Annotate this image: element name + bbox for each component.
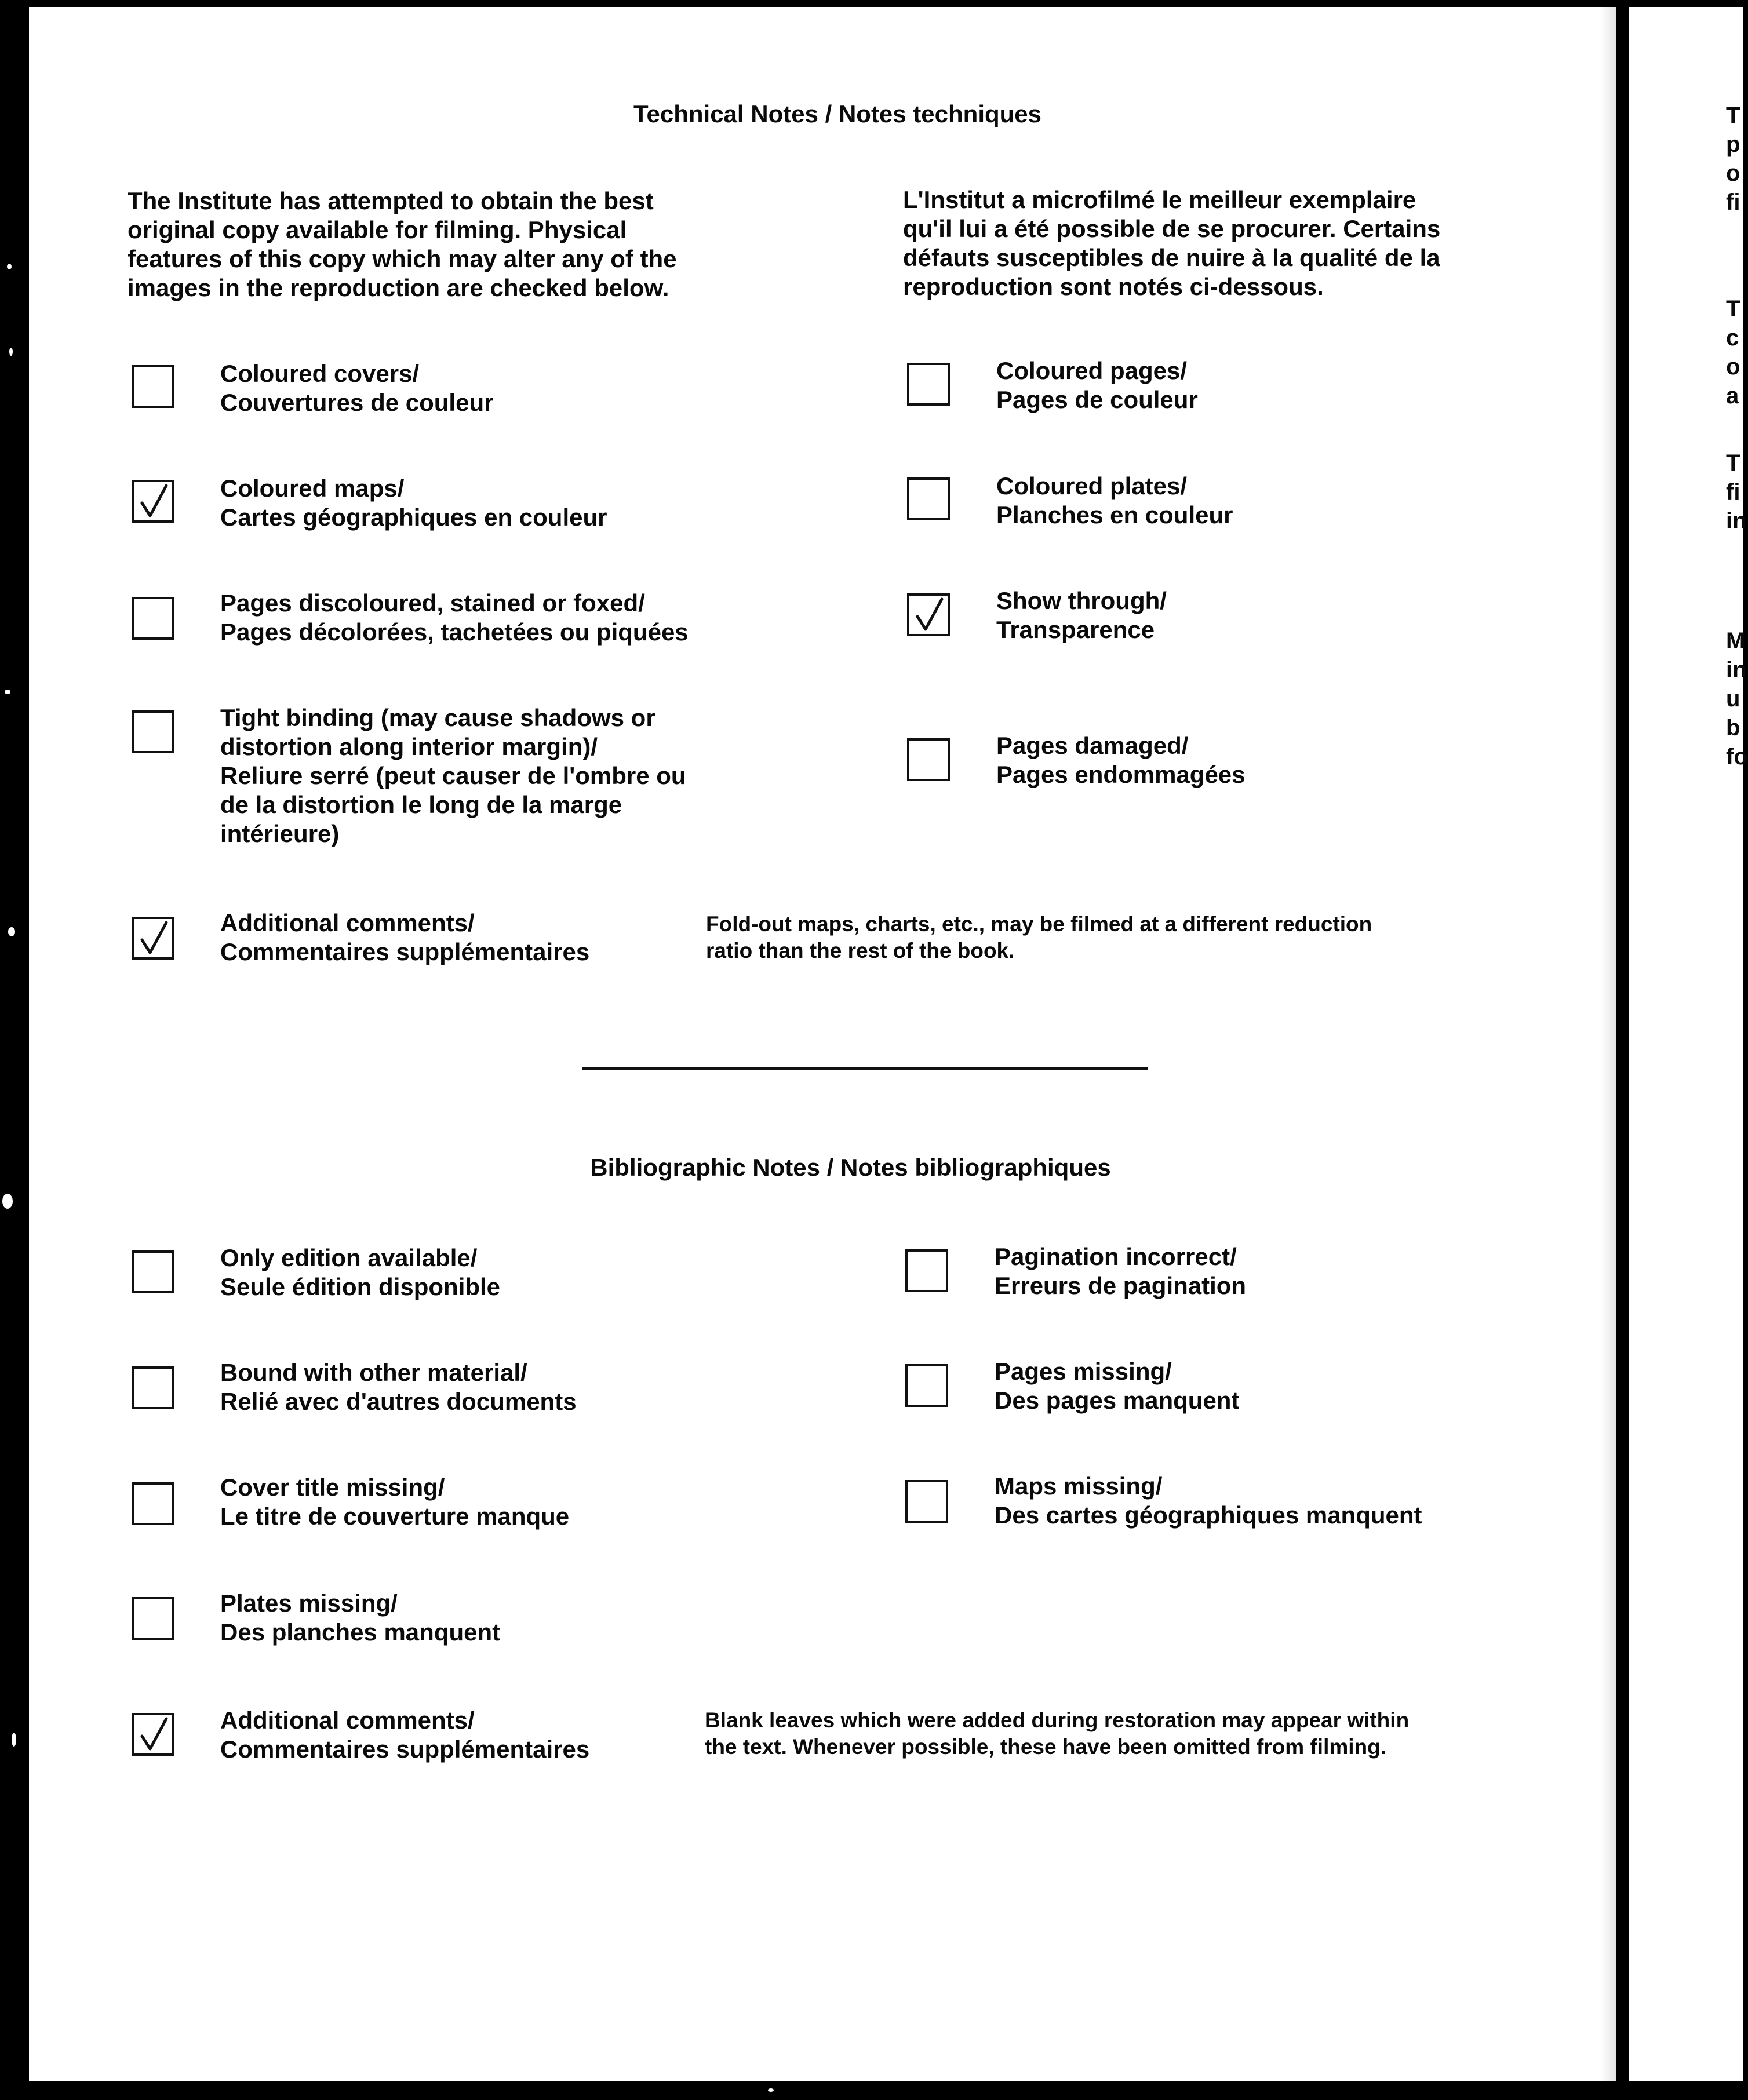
label-pages-missing: Pages missing/ Des pages manquent	[995, 1358, 1240, 1414]
label-bound-with-other: Bound with other material/ Relié avec d'autres documents	[220, 1359, 577, 1415]
scan-speck	[5, 690, 10, 694]
checkbox-only-edition[interactable]	[132, 1250, 174, 1293]
checkbox-pages-discoloured[interactable]	[132, 597, 174, 640]
checkmark-icon	[136, 483, 171, 520]
checkmark-icon	[912, 597, 946, 634]
checkbox-pagination-incorrect[interactable]	[905, 1249, 948, 1292]
scan-speck	[8, 927, 15, 936]
technical-notes-heading: Technical Notes / Notes techniques	[633, 100, 1042, 127]
label-show-through: Show through/ Transparence	[996, 587, 1167, 643]
checkbox-coloured-plates[interactable]	[907, 477, 950, 520]
checkbox-bound-with-other[interactable]	[132, 1366, 174, 1409]
adjacent-text-fragment: c	[1726, 325, 1739, 351]
intro-english: The Institute has attempted to obtain the best original copy available for filming. Physical features of this copy which may alter any of the images in the reproduction are checked below.	[128, 187, 677, 301]
adjacent-text-fragment: T	[1726, 450, 1740, 476]
label-maps-missing: Maps missing/ Des cartes géographiques manquent	[995, 1472, 1422, 1529]
page-edge-shadow	[1600, 7, 1616, 2081]
label-coloured-covers: Coloured covers/ Couvertures de couleur	[220, 360, 494, 416]
label-pagination-incorrect: Pagination incorrect/ Erreurs de pagination	[995, 1243, 1247, 1299]
adjacent-text-fragment: M	[1726, 628, 1746, 654]
label-additional-comments-bibliographic: Additional comments/ Commentaires supplémentaires	[220, 1707, 590, 1763]
checkbox-coloured-pages[interactable]	[907, 363, 950, 406]
adjacent-text-fragment: in	[1726, 657, 1747, 683]
adjacent-text-fragment: o	[1726, 354, 1740, 380]
adjacent-text-fragment: T	[1726, 296, 1740, 322]
label-coloured-pages: Coloured pages/ Pages de couleur	[996, 357, 1198, 413]
checkmark-icon	[136, 1716, 171, 1753]
adjacent-text-fragment: u	[1726, 686, 1740, 712]
checkbox-pages-damaged[interactable]	[907, 738, 950, 781]
adjacent-text-fragment: a	[1726, 383, 1739, 409]
label-pages-discoloured: Pages discoloured, stained or foxed/ Pages décolorées, tachetées ou piquées	[220, 589, 689, 646]
label-additional-comments-technical: Additional comments/ Commentaires supplémentaires	[220, 909, 590, 965]
label-only-edition: Only edition available/ Seule édition disponible	[220, 1244, 501, 1300]
checkbox-coloured-covers[interactable]	[132, 365, 174, 408]
scan-speck	[2, 1194, 13, 1209]
adjacent-page	[1629, 7, 1748, 2081]
adjacent-text-fragment: b	[1726, 715, 1740, 741]
section-divider	[582, 1067, 1148, 1070]
label-pages-damaged: Pages damaged/ Pages endommagées	[996, 732, 1246, 788]
scan-speck	[9, 348, 13, 356]
intro-french: L'Institut a microfilmé le meilleur exemplaire qu'il lui a été possible de se procurer. Certains défauts susceptibles de nuire à la qualité de la reproduction sont notés ci-dessous.	[903, 186, 1441, 300]
checkmark-icon	[136, 920, 171, 957]
checkbox-additional-comments-bibliographic[interactable]	[132, 1713, 174, 1756]
label-coloured-maps: Coloured maps/ Cartes géographiques en couleur	[220, 475, 607, 531]
adjacent-text-fragment: p	[1726, 132, 1740, 157]
bibliographic-notes-heading: Bibliographic Notes / Notes bibliographiques	[590, 1154, 1111, 1181]
adjacent-text-fragment: o	[1726, 161, 1740, 186]
checkbox-plates-missing[interactable]	[132, 1597, 174, 1640]
technical-comment-text: Fold-out maps, charts, etc., may be filmed at a different reduction ratio than the rest of the book.	[706, 912, 1372, 962]
document-page	[29, 7, 1616, 2081]
label-cover-title-missing: Cover title missing/ Le titre de couverture manque	[220, 1474, 570, 1530]
checkbox-coloured-maps[interactable]	[132, 480, 174, 523]
adjacent-text-fragment: fo	[1726, 744, 1748, 770]
scan-speck	[768, 2088, 774, 2092]
scan-speck	[7, 264, 12, 269]
checkbox-pages-missing[interactable]	[905, 1364, 948, 1407]
adjacent-text-fragment: fi	[1726, 479, 1740, 505]
adjacent-text-fragment: in	[1726, 508, 1747, 534]
bibliographic-comment-text: Blank leaves which were added during restoration may appear within the text. Whenever possible, these have been omitted from filming.	[705, 1708, 1410, 1759]
scan-speck	[12, 1733, 16, 1747]
checkbox-cover-title-missing[interactable]	[132, 1482, 174, 1525]
checkbox-show-through[interactable]	[907, 593, 950, 636]
checkbox-additional-comments-technical[interactable]	[132, 917, 174, 960]
adjacent-text-fragment: fi	[1726, 189, 1740, 215]
checkbox-tight-binding[interactable]	[132, 710, 174, 753]
label-coloured-plates: Coloured plates/ Planches en couleur	[996, 472, 1233, 528]
label-plates-missing: Plates missing/ Des planches manquent	[220, 1589, 501, 1646]
checkbox-maps-missing[interactable]	[905, 1480, 948, 1523]
label-tight-binding: Tight binding (may cause shadows or distortion along interior margin)/ Reliure serré (peut causer de l'ombre ou de la distortion le long de la marge intérieure)	[220, 704, 686, 847]
adjacent-text-fragment: T	[1726, 103, 1740, 128]
